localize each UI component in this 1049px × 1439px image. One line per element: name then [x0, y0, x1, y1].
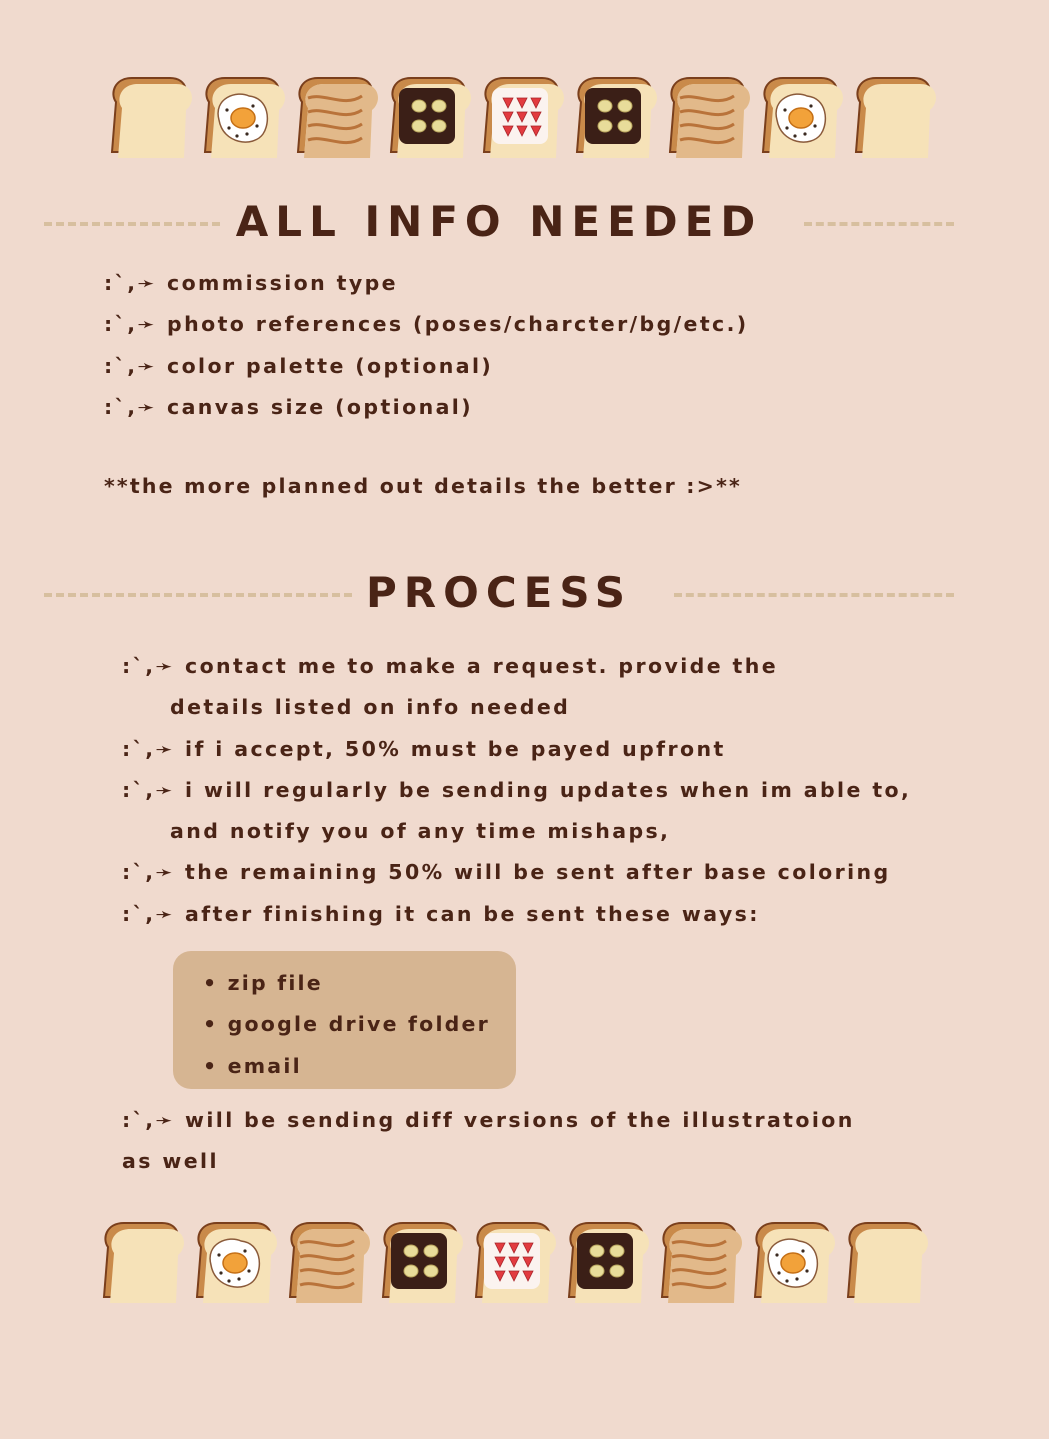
caramel-toast-icon [298, 78, 378, 158]
list-item: :`,➛ photo references (poses/charcter/bg/etc.) [104, 312, 749, 337]
delivery-option: • zip file [203, 971, 323, 995]
plain-toast-icon [112, 78, 192, 158]
egg-toast-icon [763, 78, 843, 158]
delivery-options-list [173, 951, 516, 1087]
egg-toast-icon [197, 1223, 277, 1303]
plain-toast-icon [856, 78, 936, 158]
arrow-marker: :`,➛ [122, 860, 176, 885]
list-item: :`,➛ commission type [104, 271, 398, 295]
arrow-marker: :`,➛ [122, 777, 176, 802]
list-item: :`,➛ color palette (optional) [104, 353, 494, 378]
info-heading-block [44, 192, 954, 252]
strawberry-toast-icon [484, 78, 564, 158]
info-heading: ALL INFO NEEDED [44, 192, 954, 252]
arrow-marker: :`,➛ [104, 394, 158, 419]
arrow-marker: :`,➛ [104, 271, 158, 295]
process-heading-block [44, 563, 954, 623]
delivery-options-box [173, 951, 516, 1089]
banana-choco-toast-icon [383, 1223, 463, 1303]
details-note: **the more planned out details the better :>** [104, 474, 742, 498]
delivery-option: • google drive folder [203, 1012, 490, 1037]
banana-choco-toast-icon [569, 1223, 649, 1303]
arrow-marker: :`,➛ [122, 1108, 176, 1132]
list-item: :`,➛ contact me to make a request. provide the [122, 654, 779, 678]
arrow-marker: :`,➛ [122, 654, 176, 678]
caramel-toast-icon [290, 1223, 370, 1303]
list-item: :`,➛ canvas size (optional) [104, 394, 473, 419]
plain-toast-icon [104, 1223, 184, 1303]
egg-toast-icon [205, 78, 285, 158]
list-item: :`,➛ if i accept, 50% must be payed upfront [122, 736, 726, 761]
arrow-marker: :`,➛ [122, 736, 176, 761]
info-list [104, 263, 749, 428]
process-heading: PROCESS [44, 563, 954, 623]
arrow-marker: :`,➛ [104, 353, 158, 378]
process-list [122, 646, 911, 935]
final-process-item: :`,➛ will be sending diff versions of the illustratoion as well [122, 1108, 855, 1174]
delivery-option: • email [203, 1053, 302, 1078]
list-item-continuation: and notify you of any time mishaps, [170, 819, 671, 844]
egg-toast-icon [755, 1223, 835, 1303]
banana-choco-toast-icon [577, 78, 657, 158]
list-item: :`,➛ i will regularly be sending updates when im able to, [122, 777, 912, 802]
list-item: :`,➛ the remaining 50% will be sent after base coloring [122, 860, 891, 885]
arrow-marker: :`,➛ [104, 312, 158, 337]
strawberry-toast-icon [476, 1223, 556, 1303]
bottom-toast-row [0, 1215, 1049, 1305]
caramel-toast-icon [670, 78, 750, 158]
top-toast-row [0, 70, 1049, 160]
list-item-continuation: details listed on info needed [170, 695, 571, 720]
plain-toast-icon [848, 1223, 928, 1303]
list-item: :`,➛ after finishing it can be sent these ways: [122, 901, 760, 926]
arrow-marker: :`,➛ [122, 901, 176, 926]
caramel-toast-icon [662, 1223, 742, 1303]
banana-choco-toast-icon [391, 78, 471, 158]
